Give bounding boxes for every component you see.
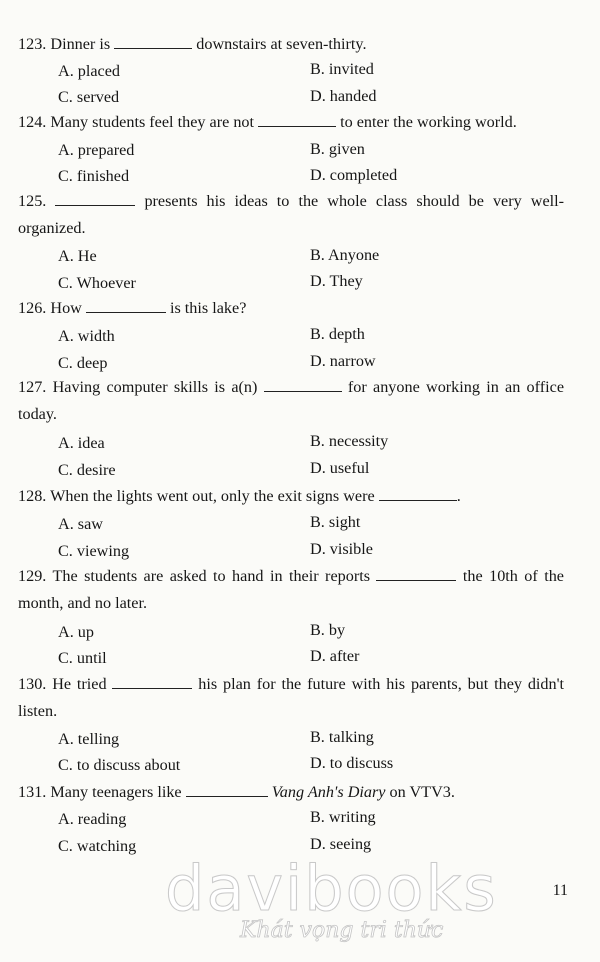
option-b: B. depth: [310, 325, 365, 343]
watermark-tagline: Khát vọng tri thức: [240, 918, 444, 943]
option-a: A. up: [58, 623, 94, 641]
option-d: D. They: [310, 272, 363, 290]
question-text-before: Many teenagers like: [50, 783, 182, 801]
question-number: 124.: [18, 113, 47, 131]
option-b: B. Anyone: [310, 246, 380, 264]
question-127: [18, 374, 564, 428]
question-text-after: is this lake?: [169, 299, 247, 317]
answer-blank: [376, 566, 456, 581]
answer-blank: [114, 34, 192, 49]
question-text-before: He tried: [52, 675, 107, 693]
question-124: [18, 109, 564, 136]
question-text-before: Many students feel they are not: [50, 113, 255, 131]
option-c: C. until: [58, 649, 107, 667]
question-123: [18, 31, 564, 58]
option-a: A. He: [58, 247, 97, 265]
question-text-after: on VTV3.: [389, 783, 455, 801]
question-128: [18, 483, 564, 510]
question-text-before: Dinner is: [50, 35, 111, 53]
watermark-logo: davibooks: [165, 852, 498, 925]
question-129: [18, 563, 564, 617]
option-a: A. width: [58, 327, 115, 345]
option-a: A. prepared: [58, 141, 135, 159]
question-number: 127.: [18, 378, 47, 396]
option-d: D. to discuss: [310, 754, 394, 772]
option-b: B. necessity: [310, 432, 389, 450]
option-b: B. invited: [310, 60, 374, 78]
option-b: B. by: [310, 621, 346, 639]
question-text-after: .: [456, 487, 461, 505]
question-text-after: his plan for the future with his parents, but they didn't listen.: [18, 675, 565, 720]
answer-blank: [186, 782, 268, 797]
option-c: C. to discuss about: [58, 756, 181, 774]
question-number: 126.: [18, 299, 47, 317]
option-b: B. talking: [310, 728, 374, 746]
question-number: 129.: [18, 567, 47, 585]
question-text-after: presents his ideas to the whole class should be very well-organized.: [18, 192, 565, 237]
question-number: 125.: [18, 192, 47, 210]
question-number: 131.: [18, 783, 47, 801]
option-b: B. sight: [310, 513, 361, 531]
question-text-after: the 10th of the month, and no later.: [18, 567, 564, 612]
option-d: D. seeing: [310, 835, 372, 853]
answer-blank: [55, 191, 135, 206]
answer-blank: [86, 298, 166, 313]
question-text-after: for anyone working in an office today.: [18, 378, 565, 423]
option-a: A. saw: [58, 515, 103, 533]
question-number: 128.: [18, 487, 47, 505]
question-text-before: The students are asked to hand in their reports: [52, 567, 371, 585]
option-c: C. viewing: [58, 542, 130, 560]
question-text-before: Having computer skills is a(n): [52, 378, 258, 396]
option-a: A. placed: [58, 62, 121, 80]
answer-blank: [112, 674, 192, 689]
option-d: D. narrow: [310, 352, 376, 370]
question-125: [18, 188, 564, 242]
option-d: D. after: [310, 647, 360, 665]
answer-blank: [379, 486, 457, 501]
option-c: C. Whoever: [58, 274, 136, 292]
option-d: D. useful: [310, 459, 370, 477]
question-126: [18, 295, 564, 322]
question-number: 123.: [18, 35, 47, 53]
question-text-before: When the lights went out, only the exit signs were: [50, 487, 375, 505]
option-c: C. watching: [58, 837, 137, 855]
question-130: [18, 671, 564, 725]
option-c: C. served: [58, 88, 120, 106]
answer-blank: [264, 377, 342, 392]
question-text-after: downstairs at seven-thirty.: [196, 35, 367, 53]
question-number: 130.: [18, 675, 47, 693]
question-131: [18, 779, 564, 806]
question-text-before: How: [50, 299, 82, 317]
question-text-after: to enter the working world.: [340, 113, 517, 131]
option-a: A. telling: [58, 730, 120, 748]
option-c: C. deep: [58, 354, 108, 372]
option-c: C. desire: [58, 461, 116, 479]
option-d: D. visible: [310, 540, 373, 558]
option-d: D. completed: [310, 166, 398, 184]
tv-show-title: Vang Anh's Diary: [271, 783, 386, 801]
option-b: B. writing: [310, 808, 376, 826]
option-b: B. given: [310, 140, 365, 158]
answer-blank: [258, 112, 336, 127]
option-a: A. idea: [58, 434, 105, 452]
option-a: A. reading: [58, 810, 127, 828]
page-number: 11: [552, 882, 568, 899]
option-d: D. handed: [310, 87, 377, 105]
option-c: C. finished: [58, 167, 130, 185]
